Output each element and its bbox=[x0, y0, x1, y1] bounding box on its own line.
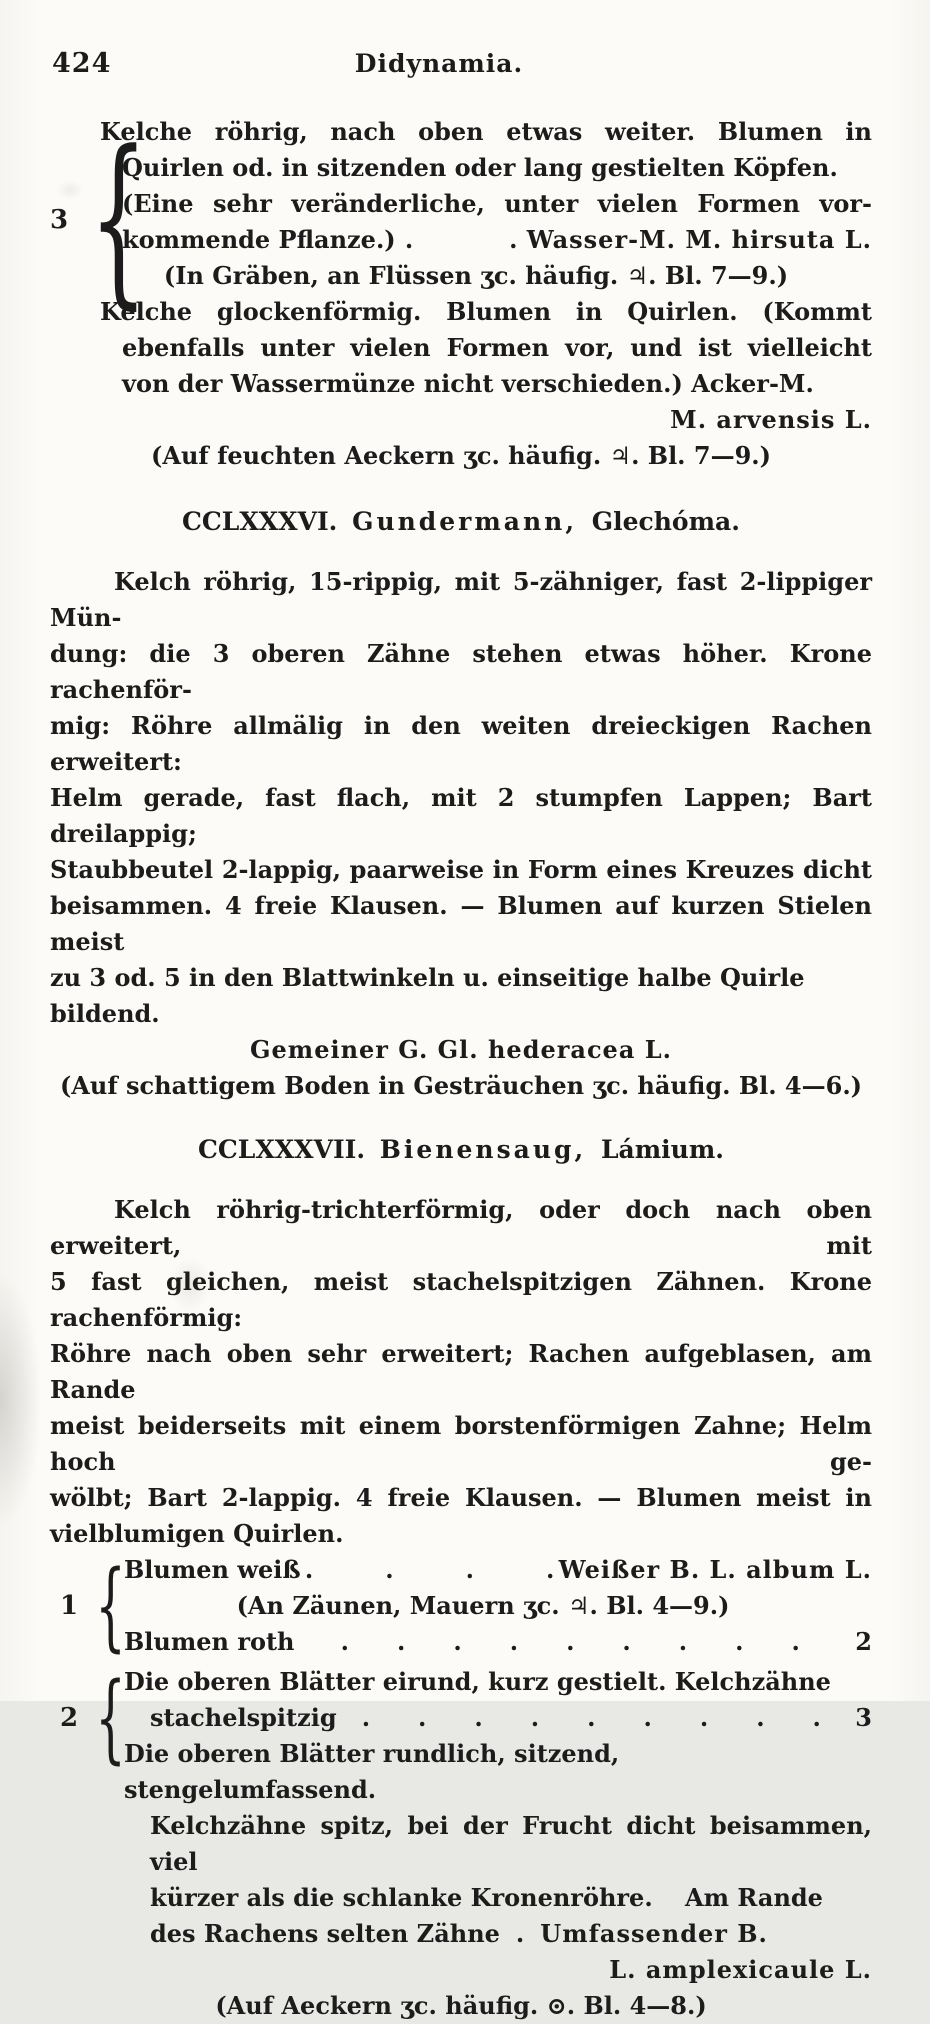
description-paragraph bbox=[50, 1192, 872, 1552]
genus-name-german: Gundermann, bbox=[352, 507, 578, 536]
text-line: wölbt; Bart 2-lappig. 4 freie Klausen. — Blumen meist in bbox=[50, 1483, 872, 1512]
text-line: meist beiderseits mit einem borstenförmigen Zahne; Helm hoch ge- bbox=[50, 1411, 872, 1476]
species-name: M. arvensis L. bbox=[670, 405, 872, 434]
key-row: Die oberen Blätter rundlich, sitzend, stengelumfassend. bbox=[124, 1739, 620, 1804]
text-line: zu 3 od. 5 in den Blattwinkeln u. einseitige halbe Quirle bildend. bbox=[50, 963, 805, 1028]
key-target-number: 3 bbox=[855, 1703, 872, 1732]
species-line bbox=[122, 222, 872, 258]
key-row bbox=[124, 1624, 872, 1660]
key-row bbox=[150, 1700, 872, 1736]
text-segment: kommende Pflanze.) bbox=[122, 225, 396, 254]
key-target-number: 2 bbox=[855, 1627, 872, 1656]
text-line: 5 fast gleichen, meist stachelspitzigen Zähnen. Krone rachenförmig: bbox=[50, 1267, 872, 1332]
key-entry-2 bbox=[50, 1664, 872, 2024]
dot-leaders: . bbox=[515, 1919, 525, 1948]
text-segment: Blumen weiß bbox=[124, 1555, 301, 1584]
section-glechoma bbox=[50, 504, 872, 1104]
dot-leaders: . . . . bbox=[304, 1555, 555, 1584]
genus-name-latin: Lámium. bbox=[600, 1135, 724, 1164]
text-line: dung: die 3 oberen Zähne stehen etwas höher. Krone rachenför- bbox=[50, 639, 872, 704]
text-line: Kelch röhrig-trichterförmig, oder doch nach oben erweitert, mit bbox=[50, 1195, 872, 1260]
key-entry-1 bbox=[50, 1552, 872, 1660]
text-segment: stachelspitzig bbox=[150, 1703, 337, 1732]
key-number: 2 bbox=[60, 1703, 79, 1733]
habitat-line: (Auf Aeckern ʒc. häufig. ⊙. Bl. 4—8.) bbox=[215, 1991, 707, 2020]
text-line: Kelchzähne spitz, bei der Frucht dicht beisammen, viel bbox=[150, 1811, 872, 1876]
text-line bbox=[150, 1916, 872, 1952]
text-line: beisammen. 4 freie Klausen. — Blumen auf kurzen Stielen meist bbox=[50, 891, 872, 956]
section-lamium bbox=[50, 1132, 872, 1552]
text-line: (Eine sehr veränderliche, unter vielen Formen vor- bbox=[122, 189, 872, 218]
habitat-line: (In Gräben, an Flüssen ʒc. häufig. ♃. Bl. 7—9.) bbox=[163, 261, 789, 290]
text-segment: des Rachens selten Zähne bbox=[150, 1919, 500, 1948]
text-line: kürzer als die schlanke Kronenröhre. Am Rande bbox=[150, 1883, 823, 1912]
text-line: von der Wassermünze nicht verschieden.) Acker-M. bbox=[122, 369, 814, 398]
key-row: Die oberen Blätter eirund, kurz gestielt. Kelchzähne bbox=[124, 1667, 831, 1696]
section-numeral: CCLXXXVI. bbox=[182, 507, 338, 536]
dot-leaders: . . . . . . . . . bbox=[340, 1627, 800, 1656]
text-line: Helm gerade, fast flach, mit 2 stumpfen Lappen; Bart dreilappig; bbox=[50, 783, 872, 848]
habitat-line: (Auf schattigem Boden in Gesträuchen ʒc. häufig. Bl. 4—6.) bbox=[59, 1071, 863, 1100]
genus-name-german: Bienensaug, bbox=[379, 1135, 587, 1164]
left-brace-icon: { bbox=[89, 112, 148, 326]
running-title: Didynamia. bbox=[354, 49, 524, 78]
dot-leaders: . . . . . . . . . bbox=[361, 1703, 821, 1732]
text-segment: Blumen roth bbox=[124, 1627, 295, 1656]
key-entry-3 bbox=[50, 114, 872, 474]
text-line: ebenfalls unter vielen Formen vor, und ist vielleicht bbox=[122, 333, 872, 362]
description-paragraph bbox=[50, 564, 872, 1032]
species-name: Wasser-M. M. hirsuta L. bbox=[526, 225, 872, 254]
species-name: Gemeiner G. Gl. hederacea L. bbox=[250, 1035, 672, 1064]
section-numeral: CCLXXXVII. bbox=[198, 1135, 366, 1164]
left-brace-icon: { bbox=[95, 1662, 126, 1774]
dot-leaders: . . bbox=[404, 225, 518, 254]
habitat-line: (An Zäunen, Mauern ʒc. ♃. Bl. 4—9.) bbox=[236, 1591, 730, 1620]
text-line: vielblumigen Quirlen. bbox=[50, 1519, 344, 1548]
genus-name-latin: Glechóma. bbox=[591, 507, 740, 536]
section-heading bbox=[50, 504, 872, 540]
text-line: Kelche glockenförmig. Blumen in Quirlen. (Kommt bbox=[100, 297, 872, 326]
text-line: Kelch röhrig, 15-rippig, mit 5-zähniger, fast 2-lippiger Mün- bbox=[50, 567, 872, 632]
section-heading bbox=[50, 1132, 872, 1168]
key-number: 1 bbox=[60, 1591, 79, 1621]
text-line: mig: Röhre allmälig in den weiten dreieckigen Rachen erweitert: bbox=[50, 711, 872, 776]
text-line: Staubbeutel 2-lappig, paarweise in Form eines Kreuzes dicht bbox=[50, 855, 872, 884]
text-line: Quirlen od. in sitzenden oder lang gestielten Köpfen. bbox=[122, 153, 838, 182]
key-row bbox=[124, 1552, 872, 1588]
left-brace-icon: { bbox=[95, 1550, 126, 1662]
species-name: Weißer B. L. album L. bbox=[558, 1555, 872, 1584]
page-header bbox=[50, 46, 872, 82]
text-line: Röhre nach oben sehr erweitert; Rachen aufgeblasen, am Rande bbox=[50, 1339, 872, 1404]
species-name-german: Umfassender B. bbox=[540, 1919, 768, 1948]
key-number: 3 bbox=[50, 205, 69, 235]
habitat-line: (Auf feuchten Aeckern ʒc. häufig. ♃. Bl. 7—9.) bbox=[150, 441, 771, 470]
species-name: L. amplexicaule L. bbox=[609, 1955, 872, 1984]
page-number: 424 bbox=[52, 48, 112, 79]
text-line: Kelche röhrig, nach oben etwas weiter. Blumen in bbox=[100, 117, 872, 146]
